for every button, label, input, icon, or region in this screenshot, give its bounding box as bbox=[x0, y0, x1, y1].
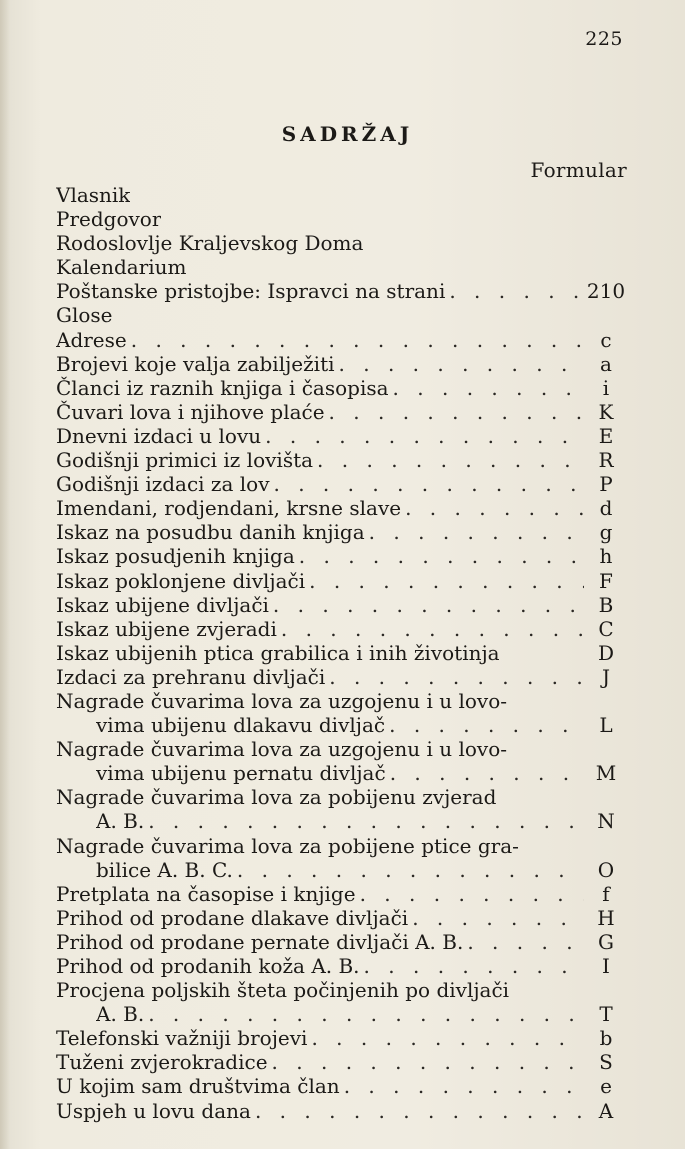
toc-entry bbox=[56, 665, 628, 689]
toc-entry bbox=[56, 303, 628, 327]
toc-entry-title: Iskaz ubijene zvjeradi bbox=[56, 616, 277, 641]
toc-entry-title: Tuženi zvjerokradice bbox=[56, 1050, 268, 1075]
toc-entry-form-ref: S bbox=[599, 1050, 613, 1075]
dot-leader bbox=[389, 376, 584, 400]
toc-entry-title: Iskaz posudjenih knjiga bbox=[56, 544, 295, 569]
dot-leader bbox=[365, 520, 584, 544]
dot-leader bbox=[261, 424, 584, 448]
toc-entry bbox=[56, 448, 628, 472]
toc-entry bbox=[56, 1050, 628, 1074]
toc-entry-title: vima ubijenu dlakavu divljač bbox=[96, 713, 386, 738]
dot-leader bbox=[356, 882, 584, 906]
page-title: SADRŽAJ bbox=[281, 122, 414, 146]
toc-entry-form-ref: g bbox=[599, 520, 613, 545]
toc-entry bbox=[56, 689, 628, 713]
toc-entry-form-ref: H bbox=[597, 905, 615, 930]
toc-entry-title: Nagrade čuvarima lova za uzgojenu i u lovo- bbox=[56, 737, 507, 762]
toc-entry bbox=[56, 858, 628, 882]
toc-entry bbox=[56, 231, 628, 255]
toc-entry-form-ref: O bbox=[597, 857, 615, 882]
dot-leader bbox=[385, 713, 584, 737]
dot-leader bbox=[325, 400, 584, 424]
toc-entry-form-ref: a bbox=[600, 351, 612, 376]
toc-entry-title: Imendani, rodjendani, krsne slave bbox=[56, 496, 402, 521]
toc-entry-form-ref: J bbox=[601, 664, 611, 689]
toc-entry-title: Prihod od prodanih koža A. B. bbox=[56, 954, 360, 978]
toc-entry-form-ref: K bbox=[598, 399, 614, 424]
toc-entry bbox=[56, 1099, 628, 1123]
dot-leader bbox=[305, 569, 584, 593]
toc-entry bbox=[56, 520, 628, 544]
toc-entry bbox=[56, 882, 628, 906]
dot-leader bbox=[251, 1099, 584, 1123]
dot-leader bbox=[313, 448, 584, 472]
column-header: Formular bbox=[530, 158, 627, 182]
toc-entry-form-ref: E bbox=[598, 423, 614, 448]
dot-leader bbox=[325, 665, 584, 689]
toc-entry-title: bilice A. B. C. bbox=[96, 857, 233, 882]
toc-entry bbox=[56, 183, 628, 207]
toc-entry bbox=[56, 617, 628, 641]
toc-entry-title: U kojim sam društvima član bbox=[56, 1074, 340, 1099]
dot-leader bbox=[269, 593, 584, 617]
toc-entry-title: Iskaz ubijenih ptica grabilica i inih životinja bbox=[56, 640, 500, 665]
toc-entry-title: Nagrade čuvarima lova za uzgojenu i u lovo- bbox=[56, 688, 507, 713]
toc-entry-title: Nagrade čuvarima lova za pobijenu zvjerad bbox=[56, 785, 497, 810]
toc-entry bbox=[56, 424, 628, 448]
toc-entry-form-ref: A bbox=[598, 1098, 614, 1123]
toc-entry-title: Izdaci za prehranu divljači bbox=[56, 664, 326, 689]
toc-entry-form-ref: d bbox=[599, 496, 613, 521]
toc-entry-title: Pretplata na časopise i knjige bbox=[56, 881, 356, 906]
toc-entry-form-ref: N bbox=[597, 809, 615, 834]
toc-entry-form-ref: 210 bbox=[586, 279, 626, 304]
toc-entry-form-ref: T bbox=[599, 1002, 613, 1027]
toc-entry-form-ref: c bbox=[600, 327, 612, 352]
toc-entry-title: Brojevi koje valja zabilježiti bbox=[56, 351, 335, 376]
dot-leader bbox=[401, 496, 584, 520]
toc-entry-title: Iskaz poklonjene divljači bbox=[56, 568, 306, 593]
toc-entry bbox=[56, 400, 628, 424]
toc-entry-title: Čuvari lova i njihove plaće bbox=[56, 399, 325, 424]
toc-entry-title: A. B. bbox=[96, 809, 145, 834]
toc-entry-title: Godišnji izdaci za lov bbox=[56, 472, 270, 497]
toc-entry-title: Članci iz raznih knjiga i časopisa bbox=[56, 375, 389, 400]
dot-leader bbox=[408, 906, 584, 930]
toc-entry bbox=[56, 352, 628, 376]
toc-entry-title: Godišnji primici iz lovišta bbox=[56, 448, 314, 473]
toc-entry bbox=[56, 954, 628, 978]
toc-entry-title: Kalendarium bbox=[56, 255, 187, 280]
toc-entry bbox=[56, 472, 628, 496]
toc-entry bbox=[56, 1002, 628, 1026]
dot-leader bbox=[335, 352, 584, 376]
toc-entry-form-ref: b bbox=[599, 1026, 613, 1051]
dot-leader bbox=[144, 1002, 584, 1026]
toc-entry-title: Rodoslovlje Kraljevskog Doma bbox=[56, 231, 364, 256]
toc-entry-title: Prihod od prodane dlakave divljači bbox=[56, 905, 409, 930]
toc-entry bbox=[56, 906, 628, 930]
dot-leader bbox=[360, 954, 584, 978]
toc-entry-title: Adrese bbox=[56, 327, 127, 352]
toc-entry bbox=[56, 1074, 628, 1098]
dot-leader bbox=[445, 279, 584, 303]
toc-entry-form-ref: P bbox=[599, 472, 613, 497]
dot-leader bbox=[340, 1074, 584, 1098]
toc-entry bbox=[56, 737, 628, 761]
dot-leader bbox=[127, 328, 584, 352]
toc-entry-form-ref: R bbox=[598, 448, 614, 473]
dot-leader bbox=[386, 761, 584, 785]
toc-entry-form-ref: M bbox=[595, 761, 617, 786]
dot-leader bbox=[233, 858, 584, 882]
table-of-contents bbox=[56, 183, 628, 1123]
toc-entry-title: Dnevni izdaci u lovu bbox=[56, 423, 262, 448]
toc-entry-title: Predgovor bbox=[56, 207, 162, 232]
toc-entry-form-ref: f bbox=[602, 881, 610, 906]
dot-leader bbox=[295, 544, 584, 568]
toc-entry-form-ref: e bbox=[600, 1074, 612, 1099]
toc-entry-title: Iskaz na posudbu danih knjiga bbox=[56, 520, 365, 545]
toc-entry-title: vima ubijenu pernatu divljač bbox=[96, 761, 386, 786]
toc-entry-form-ref: D bbox=[597, 640, 615, 665]
toc-entry bbox=[56, 713, 628, 737]
toc-entry-title: Telefonski važniji brojevi bbox=[56, 1026, 308, 1051]
toc-entry-form-ref: h bbox=[599, 544, 613, 569]
toc-entry-title: Prihod od prodane pernate divljači A. B. bbox=[56, 929, 464, 954]
toc-entry bbox=[56, 328, 628, 352]
toc-entry-form-ref: F bbox=[599, 568, 613, 593]
toc-entry bbox=[56, 496, 628, 520]
dot-leader bbox=[277, 617, 584, 641]
toc-entry-title: Uspjeh u lovu dana bbox=[56, 1098, 251, 1123]
dot-leader bbox=[268, 1050, 584, 1074]
toc-entry bbox=[56, 809, 628, 833]
toc-entry-title: A. B. bbox=[96, 1002, 145, 1027]
toc-entry-form-ref: C bbox=[598, 616, 614, 641]
toc-entry bbox=[56, 1026, 628, 1050]
dot-leader bbox=[144, 809, 584, 833]
toc-entry-title: Poštanske pristojbe: Ispravci na strani bbox=[56, 279, 446, 304]
toc-entry bbox=[56, 761, 628, 785]
toc-entry-title: Glose bbox=[56, 303, 113, 328]
toc-entry bbox=[56, 834, 628, 858]
toc-entry-title: Nagrade čuvarima lova za pobijene ptice gra- bbox=[56, 833, 519, 858]
dot-leader bbox=[463, 930, 584, 954]
toc-entry-form-ref: L bbox=[599, 713, 613, 738]
toc-entry-form-ref: I bbox=[602, 954, 610, 978]
dot-leader bbox=[270, 472, 585, 496]
toc-entry-title: Vlasnik bbox=[56, 183, 131, 207]
page-number: 225 bbox=[585, 28, 623, 50]
toc-entry bbox=[56, 593, 628, 617]
toc-entry bbox=[56, 255, 628, 279]
toc-entry-title: Iskaz ubijene divljači bbox=[56, 592, 269, 617]
toc-entry bbox=[56, 376, 628, 400]
toc-entry bbox=[56, 279, 628, 303]
toc-entry bbox=[56, 930, 628, 954]
toc-entry bbox=[56, 641, 628, 665]
toc-entry-form-ref: i bbox=[602, 375, 610, 400]
toc-entry bbox=[56, 785, 628, 809]
dot-leader bbox=[307, 1026, 584, 1050]
toc-entry-form-ref: G bbox=[598, 929, 614, 954]
toc-entry-title: Procjena poljskih šteta počinjenih po divljači bbox=[56, 978, 510, 1003]
toc-entry bbox=[56, 207, 628, 231]
toc-entry bbox=[56, 569, 628, 593]
toc-entry bbox=[56, 978, 628, 1002]
toc-entry bbox=[56, 544, 628, 568]
toc-entry-form-ref: B bbox=[598, 592, 614, 617]
